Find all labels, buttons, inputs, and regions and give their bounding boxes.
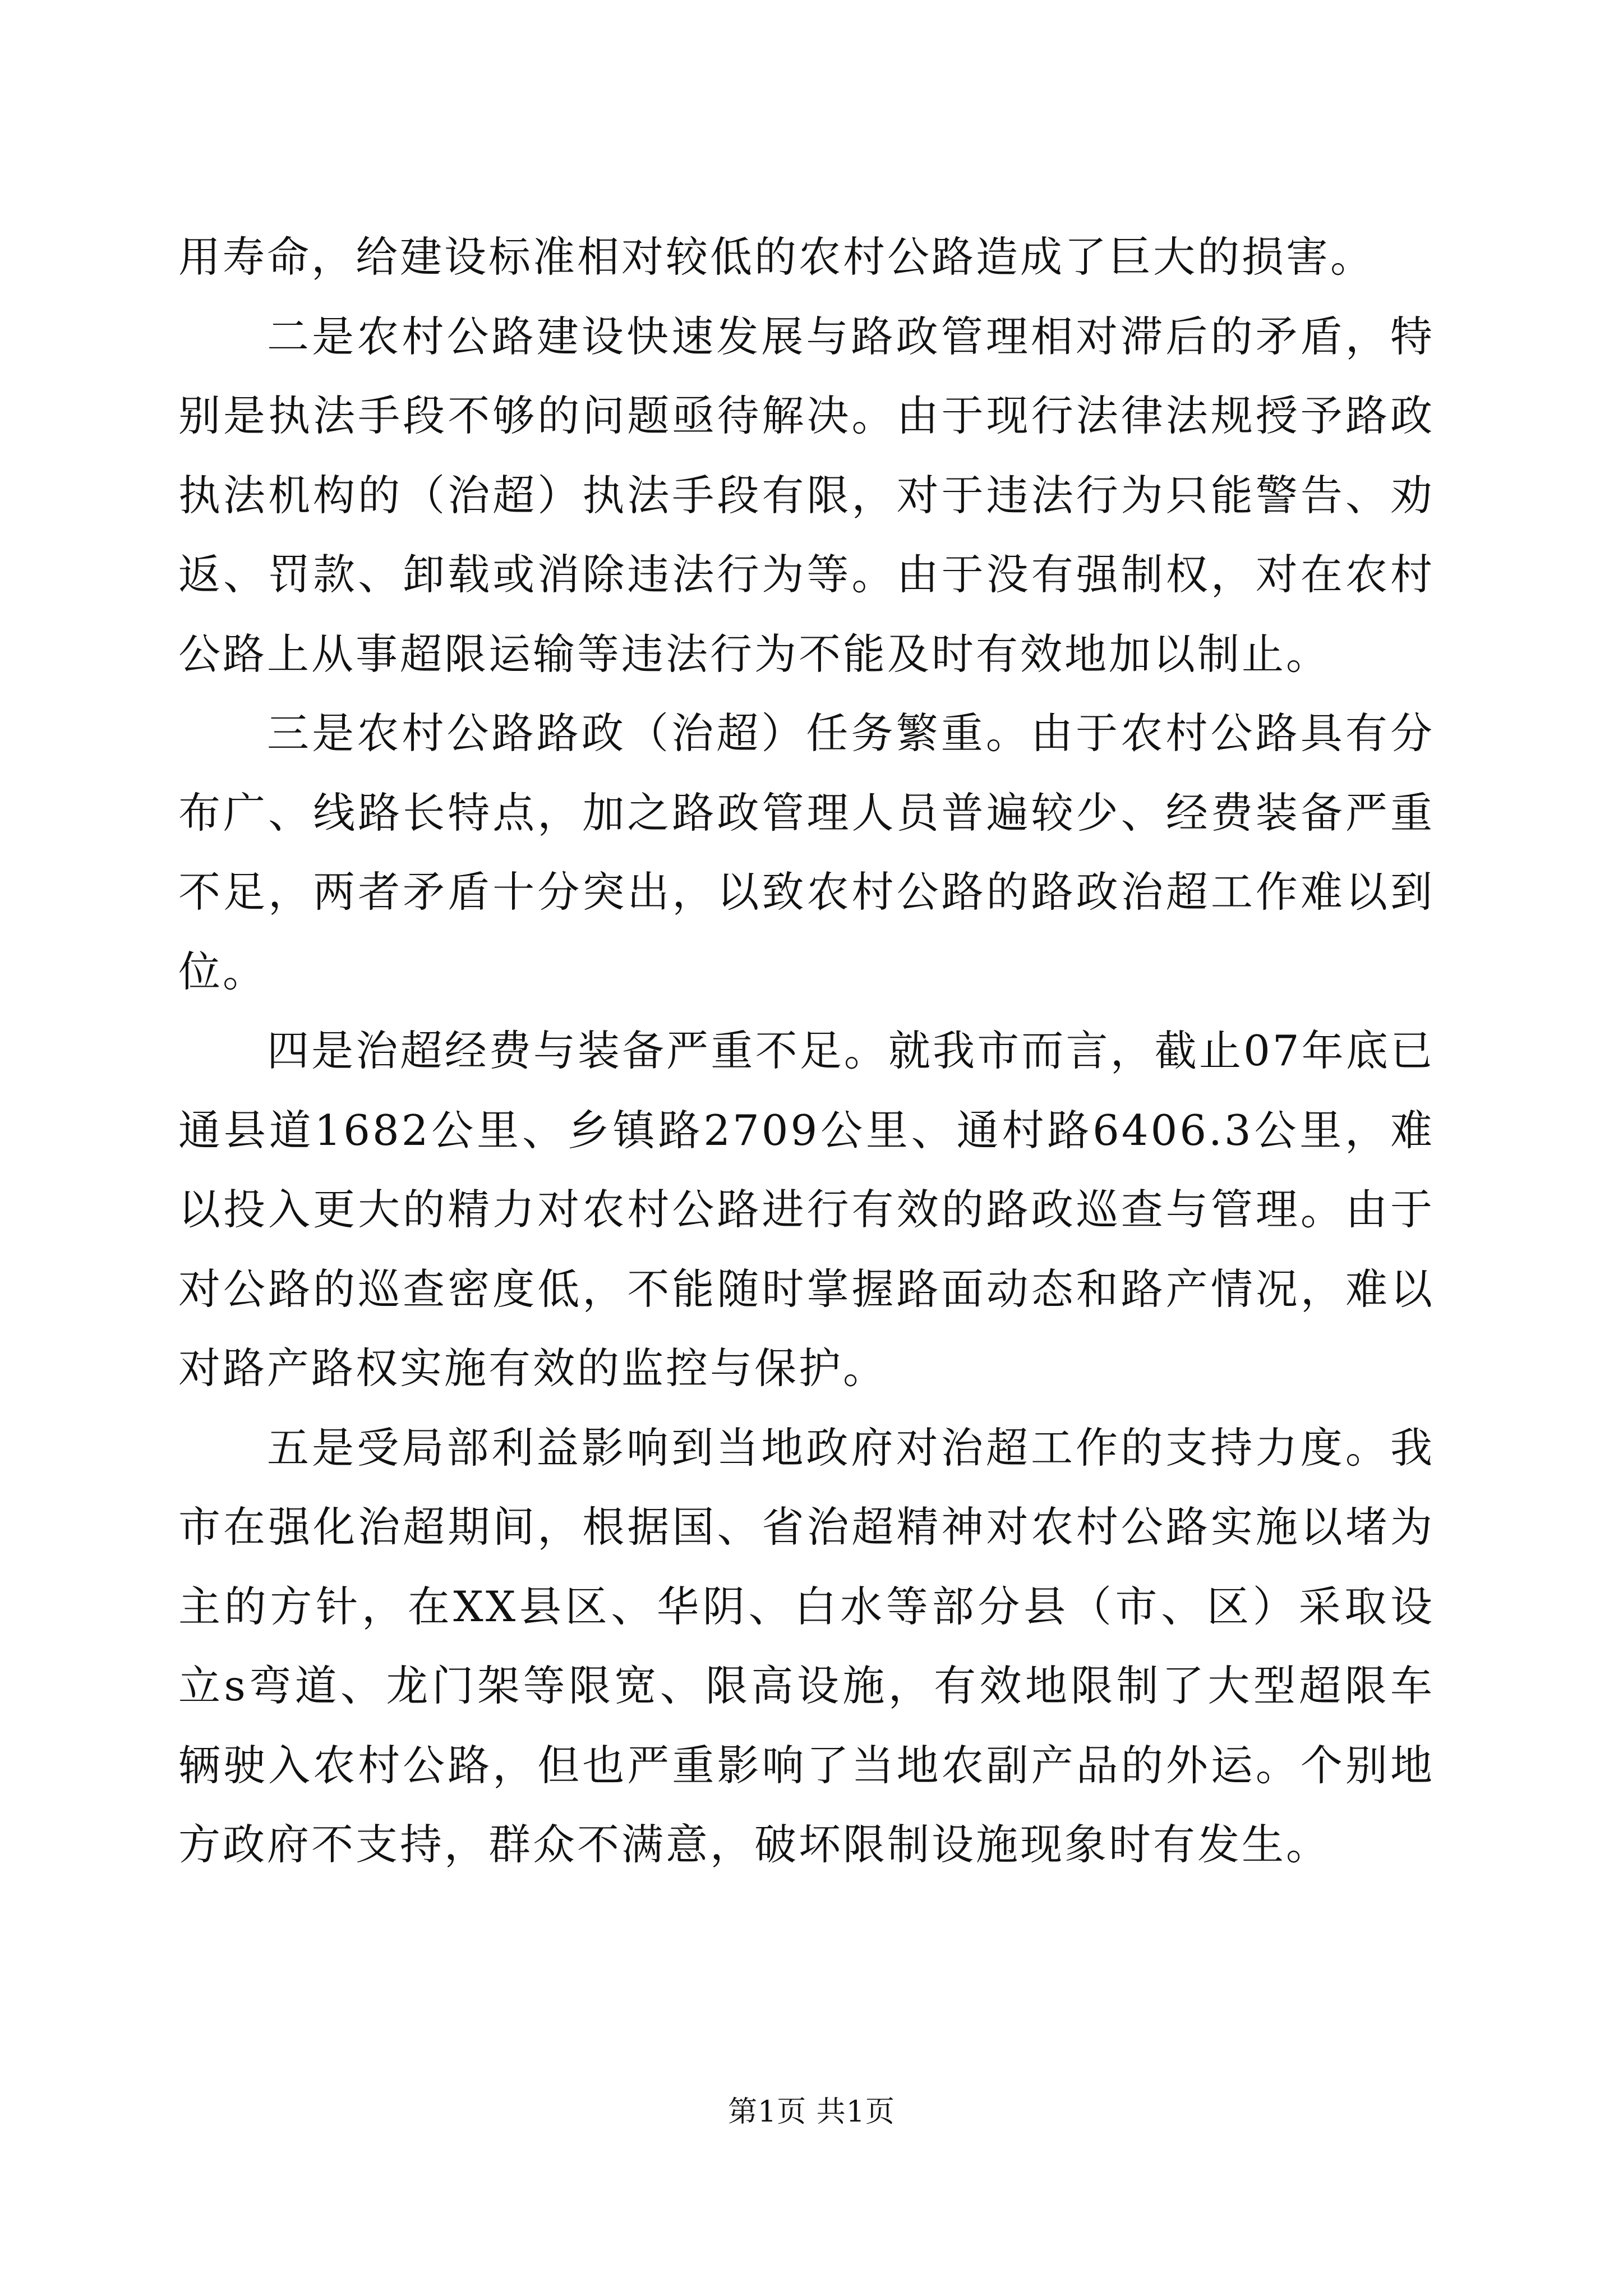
document-body [178, 218, 1435, 1885]
page-number-footer: 第1页 共1页 [728, 2095, 895, 2129]
paragraph-point-five: 五是受局部利益影响到当地政府对治超工作的支持力度。我市在强化治超期间，根据国、省治超精神对农村公路实施以堵为主的方针，在XX县区、华阴、白水等部分县（市、区）采取设立s弯道、龙门架等限宽、限高设施，有效地限制了大型超限车辆驶入农村公路，但也严重影响了当地农副产品的外运。个别地方政府不支持，群众不满意，破坏限制设施现象时有发生。 [178, 1423, 1435, 1869]
paragraph-continuation: 用寿命，给建设标准相对较低的农村公路造成了巨大的损害。 [178, 232, 1375, 282]
paragraph-point-three: 三是农村公路路政（治超）任务繁重。由于农村公路具有分布广、线路长特点，加之路政管理人员普遍较少、经费装备严重不足，两者矛盾十分突出，以致农村公路的路政治超工作难以到位。 [178, 708, 1435, 996]
paragraph-point-four: 四是治超经费与装备严重不足。就我市而言，截止07年底已通县道1682公里、乡镇路2709公里、通村路6406.3公里，难以投入更大的精力对农村公路进行有效的路政巡查与管理。由于对公路的巡查密度低，不能随时掌握路面动态和路产情况，难以对路产路权实施有效的监控与保护。 [178, 1026, 1435, 1393]
paragraph-point-two: 二是农村公路建设快速发展与路政管理相对滞后的矛盾，特别是执法手段不够的问题亟待解决。由于现行法律法规授予路政执法机构的（治超）执法手段有限，对于违法行为只能警告、劝返、罚款、卸载或消除违法行为等。由于没有强制权，对在农村公路上从事超限运输等违法行为不能及时有效地加以制止。 [178, 311, 1435, 679]
